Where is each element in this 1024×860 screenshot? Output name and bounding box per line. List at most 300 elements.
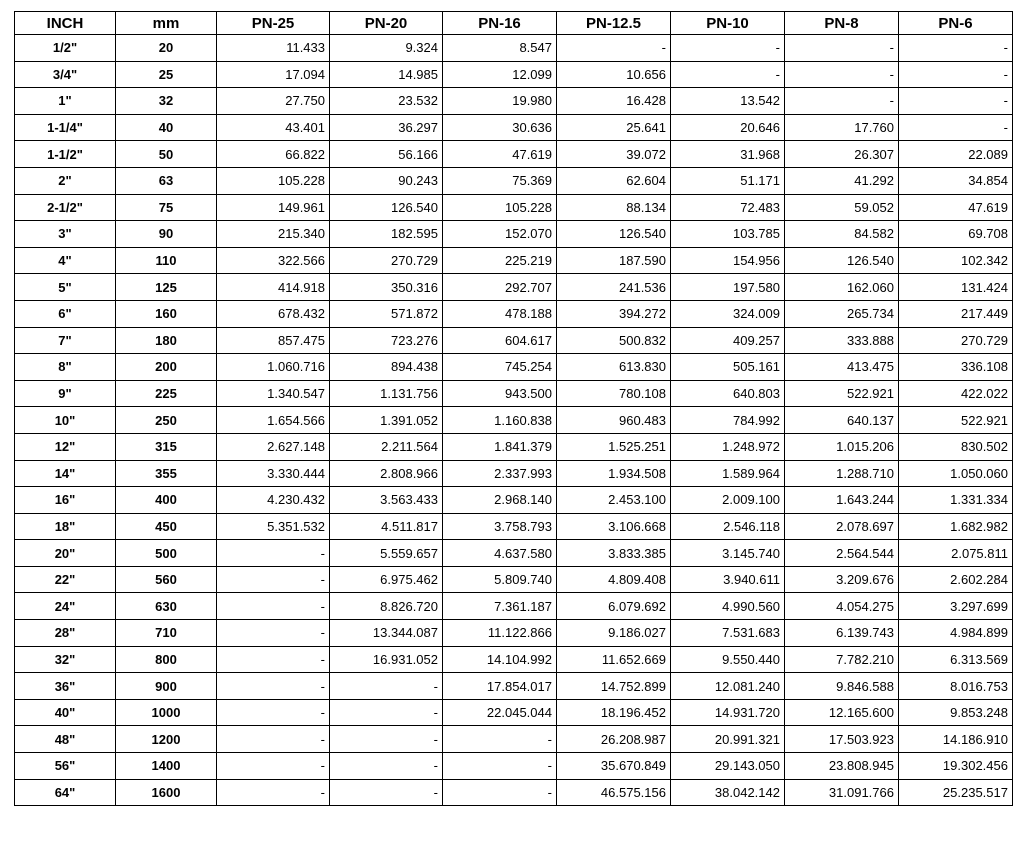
pressure-value-cell: 62.604 (557, 167, 671, 194)
inch-cell: 6" (15, 300, 116, 327)
pressure-value-cell: 126.540 (785, 247, 899, 274)
pressure-value-cell: 640.803 (671, 380, 785, 407)
pressure-value-cell: 333.888 (785, 327, 899, 354)
inch-cell: 18" (15, 513, 116, 540)
pressure-value-cell: 66.822 (217, 141, 330, 168)
pressure-value-cell: 6.079.692 (557, 593, 671, 620)
pressure-value-cell: 105.228 (217, 167, 330, 194)
pressure-value-cell: 414.918 (217, 274, 330, 301)
pressure-value-cell: - (330, 673, 443, 700)
pressure-value-cell: 1.841.379 (443, 433, 557, 460)
pressure-value-cell: - (557, 35, 671, 62)
inch-cell: 48" (15, 726, 116, 753)
pressure-value-cell: 1.331.334 (899, 487, 1013, 514)
pressure-value-cell: 1.060.716 (217, 354, 330, 381)
mm-cell: 25 (116, 61, 217, 88)
pressure-value-cell: 27.750 (217, 88, 330, 115)
pressure-value-cell: 324.009 (671, 300, 785, 327)
mm-cell: 500 (116, 540, 217, 567)
pressure-value-cell: 6.975.462 (330, 566, 443, 593)
pressure-value-cell: 522.921 (785, 380, 899, 407)
pressure-value-cell: 1.525.251 (557, 433, 671, 460)
pressure-value-cell: 217.449 (899, 300, 1013, 327)
pressure-value-cell: - (671, 61, 785, 88)
pressure-value-cell: 36.297 (330, 114, 443, 141)
pressure-value-cell: 2.009.100 (671, 487, 785, 514)
column-header: INCH (15, 12, 116, 35)
pressure-value-cell: 1.015.206 (785, 433, 899, 460)
pressure-value-cell: 12.099 (443, 61, 557, 88)
pressure-value-cell: 88.134 (557, 194, 671, 221)
inch-cell: 36" (15, 673, 116, 700)
pressure-value-cell: 31.091.766 (785, 779, 899, 806)
table-row (15, 726, 1013, 753)
pressure-value-cell: 14.931.720 (671, 699, 785, 726)
pressure-value-cell: 131.424 (899, 274, 1013, 301)
pipe-pressure-table (14, 11, 1013, 806)
pressure-value-cell: 1.340.547 (217, 380, 330, 407)
pressure-value-cell: 19.302.456 (899, 753, 1013, 780)
pressure-value-cell: 90.243 (330, 167, 443, 194)
pressure-value-cell: 292.707 (443, 274, 557, 301)
pressure-value-cell: 162.060 (785, 274, 899, 301)
mm-cell: 225 (116, 380, 217, 407)
pressure-value-cell: 3.106.668 (557, 513, 671, 540)
table-row (15, 646, 1013, 673)
inch-cell: 7" (15, 327, 116, 354)
pressure-value-cell: 187.590 (557, 247, 671, 274)
inch-cell: 1-1/2" (15, 141, 116, 168)
mm-cell: 250 (116, 407, 217, 434)
inch-cell: 24" (15, 593, 116, 620)
pressure-value-cell: 604.617 (443, 327, 557, 354)
pressure-value-cell: 18.196.452 (557, 699, 671, 726)
pressure-value-cell: 2.808.966 (330, 460, 443, 487)
pressure-value-cell: 4.990.560 (671, 593, 785, 620)
pressure-value-cell: 215.340 (217, 221, 330, 248)
pressure-value-cell: 613.830 (557, 354, 671, 381)
pressure-value-cell: 1.248.972 (671, 433, 785, 460)
pressure-value-cell: - (785, 35, 899, 62)
pressure-value-cell: 14.985 (330, 61, 443, 88)
table-row (15, 593, 1013, 620)
mm-cell: 315 (116, 433, 217, 460)
pressure-value-cell: 13.542 (671, 88, 785, 115)
inch-cell: 5" (15, 274, 116, 301)
pressure-value-cell: 8.547 (443, 35, 557, 62)
mm-cell: 630 (116, 593, 217, 620)
inch-cell: 9" (15, 380, 116, 407)
pressure-value-cell: 500.832 (557, 327, 671, 354)
mm-cell: 355 (116, 460, 217, 487)
pressure-value-cell: 12.081.240 (671, 673, 785, 700)
pressure-value-cell: 522.921 (899, 407, 1013, 434)
pressure-value-cell: 3.833.385 (557, 540, 671, 567)
pressure-value-cell: 4.809.408 (557, 566, 671, 593)
pressure-value-cell: - (330, 699, 443, 726)
pressure-value-cell: 4.984.899 (899, 620, 1013, 647)
table-row (15, 779, 1013, 806)
pressure-value-cell: - (671, 35, 785, 62)
pressure-value-cell: 22.089 (899, 141, 1013, 168)
table-row (15, 513, 1013, 540)
pressure-value-cell: 51.171 (671, 167, 785, 194)
table-row (15, 699, 1013, 726)
mm-cell: 710 (116, 620, 217, 647)
pressure-value-cell: 4.230.432 (217, 487, 330, 514)
pressure-value-cell: - (899, 114, 1013, 141)
pressure-value-cell: - (217, 726, 330, 753)
pressure-value-cell: - (217, 620, 330, 647)
pressure-value-cell: 409.257 (671, 327, 785, 354)
mm-cell: 560 (116, 566, 217, 593)
pressure-value-cell: 960.483 (557, 407, 671, 434)
table-row (15, 35, 1013, 62)
column-header: mm (116, 12, 217, 35)
table-row (15, 247, 1013, 274)
mm-cell: 800 (116, 646, 217, 673)
pressure-value-cell: 149.961 (217, 194, 330, 221)
pressure-value-cell: - (443, 726, 557, 753)
pressure-value-cell: 3.563.433 (330, 487, 443, 514)
pressure-value-cell: 1.050.060 (899, 460, 1013, 487)
table-row (15, 114, 1013, 141)
pressure-value-cell: 322.566 (217, 247, 330, 274)
pressure-value-cell: 270.729 (899, 327, 1013, 354)
inch-cell: 56" (15, 753, 116, 780)
mm-cell: 200 (116, 354, 217, 381)
mm-cell: 20 (116, 35, 217, 62)
pressure-value-cell: 47.619 (899, 194, 1013, 221)
pressure-value-cell: 126.540 (557, 221, 671, 248)
pressure-value-cell: 4.054.275 (785, 593, 899, 620)
mm-cell: 900 (116, 673, 217, 700)
pressure-value-cell: - (330, 753, 443, 780)
table-row (15, 88, 1013, 115)
pressure-value-cell: 14.104.992 (443, 646, 557, 673)
pressure-value-cell: - (899, 35, 1013, 62)
pressure-value-cell: 23.532 (330, 88, 443, 115)
column-header: PN-20 (330, 12, 443, 35)
pressure-value-cell: 14.186.910 (899, 726, 1013, 753)
pressure-value-cell: 197.580 (671, 274, 785, 301)
mm-cell: 50 (116, 141, 217, 168)
mm-cell: 1600 (116, 779, 217, 806)
pressure-value-cell: 571.872 (330, 300, 443, 327)
pressure-value-cell: 5.809.740 (443, 566, 557, 593)
pressure-value-cell: 29.143.050 (671, 753, 785, 780)
table-row (15, 194, 1013, 221)
pressure-value-cell: 182.595 (330, 221, 443, 248)
mm-cell: 1400 (116, 753, 217, 780)
table-row (15, 327, 1013, 354)
pressure-value-cell: 943.500 (443, 380, 557, 407)
pressure-value-cell: 84.582 (785, 221, 899, 248)
pressure-value-cell: 336.108 (899, 354, 1013, 381)
pressure-value-cell: 225.219 (443, 247, 557, 274)
pressure-value-cell: 270.729 (330, 247, 443, 274)
table-row (15, 300, 1013, 327)
column-header: PN-10 (671, 12, 785, 35)
pressure-value-cell: 25.235.517 (899, 779, 1013, 806)
pressure-value-cell: 350.316 (330, 274, 443, 301)
pressure-value-cell: 17.760 (785, 114, 899, 141)
inch-cell: 1" (15, 88, 116, 115)
mm-cell: 32 (116, 88, 217, 115)
table-row (15, 167, 1013, 194)
pressure-value-cell: 25.641 (557, 114, 671, 141)
pressure-value-cell: 1.131.756 (330, 380, 443, 407)
pressure-value-cell: - (785, 61, 899, 88)
pressure-value-cell: 17.503.923 (785, 726, 899, 753)
pressure-value-cell: 26.208.987 (557, 726, 671, 753)
pressure-value-cell: 14.752.899 (557, 673, 671, 700)
pressure-value-cell: - (330, 726, 443, 753)
column-header: PN-25 (217, 12, 330, 35)
pressure-value-cell: 30.636 (443, 114, 557, 141)
pressure-value-cell: 2.546.118 (671, 513, 785, 540)
pressure-value-cell: - (217, 699, 330, 726)
pressure-value-cell: - (899, 61, 1013, 88)
pressure-value-cell: 2.211.564 (330, 433, 443, 460)
table-row (15, 620, 1013, 647)
pressure-value-cell: 7.361.187 (443, 593, 557, 620)
mm-cell: 400 (116, 487, 217, 514)
pressure-value-cell: - (217, 753, 330, 780)
pressure-value-cell: 5.351.532 (217, 513, 330, 540)
pressure-value-cell: 241.536 (557, 274, 671, 301)
pressure-value-cell: 265.734 (785, 300, 899, 327)
mm-cell: 110 (116, 247, 217, 274)
pressure-value-cell: - (217, 566, 330, 593)
inch-cell: 22" (15, 566, 116, 593)
inch-cell: 14" (15, 460, 116, 487)
inch-cell: 40" (15, 699, 116, 726)
pressure-value-cell: 35.670.849 (557, 753, 671, 780)
inch-cell: 64" (15, 779, 116, 806)
pressure-value-cell: 830.502 (899, 433, 1013, 460)
pressure-value-cell: 154.956 (671, 247, 785, 274)
mm-cell: 75 (116, 194, 217, 221)
column-header: PN-6 (899, 12, 1013, 35)
pressure-value-cell: 75.369 (443, 167, 557, 194)
pressure-value-cell: - (330, 779, 443, 806)
pressure-value-cell: 59.052 (785, 194, 899, 221)
pressure-value-cell: - (217, 673, 330, 700)
table-row (15, 141, 1013, 168)
pressure-value-cell: 7.782.210 (785, 646, 899, 673)
table-row (15, 274, 1013, 301)
pressure-value-cell: 3.145.740 (671, 540, 785, 567)
pressure-value-cell: 478.188 (443, 300, 557, 327)
pressure-value-cell: 16.428 (557, 88, 671, 115)
pressure-value-cell: 2.078.697 (785, 513, 899, 540)
pressure-value-cell: 723.276 (330, 327, 443, 354)
pressure-value-cell: 69.708 (899, 221, 1013, 248)
pressure-value-cell: 9.853.248 (899, 699, 1013, 726)
pressure-value-cell: 41.292 (785, 167, 899, 194)
pressure-value-cell: 6.313.569 (899, 646, 1013, 673)
pressure-value-cell: - (217, 593, 330, 620)
table-header (15, 12, 1013, 35)
pressure-value-cell: 7.531.683 (671, 620, 785, 647)
pressure-value-cell: 8.016.753 (899, 673, 1013, 700)
pressure-value-cell: 3.758.793 (443, 513, 557, 540)
mm-cell: 180 (116, 327, 217, 354)
table-row (15, 673, 1013, 700)
inch-cell: 1-1/4" (15, 114, 116, 141)
inch-cell: 20" (15, 540, 116, 567)
pressure-value-cell: 2.602.284 (899, 566, 1013, 593)
mm-cell: 125 (116, 274, 217, 301)
pressure-value-cell: 11.652.669 (557, 646, 671, 673)
pressure-value-cell: 780.108 (557, 380, 671, 407)
mm-cell: 1200 (116, 726, 217, 753)
pressure-value-cell: - (899, 88, 1013, 115)
inch-cell: 4" (15, 247, 116, 274)
pressure-value-cell: 3.940.611 (671, 566, 785, 593)
pressure-value-cell: 2.337.993 (443, 460, 557, 487)
column-header: PN-8 (785, 12, 899, 35)
pressure-value-cell: 39.072 (557, 141, 671, 168)
pressure-value-cell: 10.656 (557, 61, 671, 88)
pressure-value-cell: - (217, 646, 330, 673)
inch-cell: 28" (15, 620, 116, 647)
table-row (15, 61, 1013, 88)
pressure-value-cell: 105.228 (443, 194, 557, 221)
pressure-value-cell: 12.165.600 (785, 699, 899, 726)
pressure-value-cell: 3.330.444 (217, 460, 330, 487)
pressure-value-cell: 394.272 (557, 300, 671, 327)
pressure-value-cell: 2.627.148 (217, 433, 330, 460)
inch-cell: 2" (15, 167, 116, 194)
pressure-value-cell: 20.991.321 (671, 726, 785, 753)
table-row (15, 460, 1013, 487)
pressure-value-cell: 46.575.156 (557, 779, 671, 806)
pressure-value-cell: 31.968 (671, 141, 785, 168)
pressure-value-cell: 1.643.244 (785, 487, 899, 514)
pressure-value-cell: 784.992 (671, 407, 785, 434)
inch-cell: 3/4" (15, 61, 116, 88)
pressure-value-cell: 17.854.017 (443, 673, 557, 700)
pressure-value-cell: 102.342 (899, 247, 1013, 274)
pressure-value-cell: 505.161 (671, 354, 785, 381)
pressure-value-cell: - (217, 779, 330, 806)
pressure-value-cell: 1.288.710 (785, 460, 899, 487)
pressure-value-cell: 5.559.657 (330, 540, 443, 567)
pressure-value-cell: 23.808.945 (785, 753, 899, 780)
pressure-value-cell: 413.475 (785, 354, 899, 381)
pressure-value-cell: 640.137 (785, 407, 899, 434)
inch-cell: 12" (15, 433, 116, 460)
pressure-value-cell: - (217, 540, 330, 567)
mm-cell: 63 (116, 167, 217, 194)
pressure-value-cell: 9.324 (330, 35, 443, 62)
pressure-value-cell: 20.646 (671, 114, 785, 141)
table-row (15, 221, 1013, 248)
pressure-value-cell: 745.254 (443, 354, 557, 381)
pressure-value-cell: 16.931.052 (330, 646, 443, 673)
pressure-value-cell: 1.682.982 (899, 513, 1013, 540)
table-row (15, 566, 1013, 593)
mm-cell: 160 (116, 300, 217, 327)
mm-cell: 1000 (116, 699, 217, 726)
pressure-value-cell: 26.307 (785, 141, 899, 168)
pressure-value-cell: 1.160.838 (443, 407, 557, 434)
pressure-value-cell: 1.934.508 (557, 460, 671, 487)
pressure-value-cell: 8.826.720 (330, 593, 443, 620)
inch-cell: 10" (15, 407, 116, 434)
pressure-value-cell: 9.846.588 (785, 673, 899, 700)
pressure-value-cell: 6.139.743 (785, 620, 899, 647)
column-header: PN-12.5 (557, 12, 671, 35)
mm-cell: 40 (116, 114, 217, 141)
table-row (15, 354, 1013, 381)
pressure-value-cell: 22.045.044 (443, 699, 557, 726)
pressure-value-cell: 3.209.676 (785, 566, 899, 593)
pressure-value-cell: 34.854 (899, 167, 1013, 194)
pressure-value-cell: 1.391.052 (330, 407, 443, 434)
table-row (15, 433, 1013, 460)
table-row (15, 540, 1013, 567)
pressure-value-cell: 13.344.087 (330, 620, 443, 647)
pressure-value-cell: 4.511.817 (330, 513, 443, 540)
header-row (15, 12, 1013, 35)
pressure-value-cell: 422.022 (899, 380, 1013, 407)
table-body (15, 35, 1013, 806)
pressure-value-cell: 126.540 (330, 194, 443, 221)
table-row (15, 487, 1013, 514)
inch-cell: 3" (15, 221, 116, 248)
pressure-value-cell: 9.186.027 (557, 620, 671, 647)
pressure-value-cell: 3.297.699 (899, 593, 1013, 620)
pressure-value-cell: 17.094 (217, 61, 330, 88)
pressure-value-cell: 38.042.142 (671, 779, 785, 806)
pressure-value-cell: 19.980 (443, 88, 557, 115)
pressure-value-cell: 2.075.811 (899, 540, 1013, 567)
pressure-value-cell: 2.564.544 (785, 540, 899, 567)
inch-cell: 1/2" (15, 35, 116, 62)
pressure-value-cell: 2.453.100 (557, 487, 671, 514)
pressure-value-cell: 152.070 (443, 221, 557, 248)
inch-cell: 32" (15, 646, 116, 673)
pressure-value-cell: 678.432 (217, 300, 330, 327)
pressure-value-cell: - (443, 779, 557, 806)
pressure-value-cell: 1.589.964 (671, 460, 785, 487)
inch-cell: 16" (15, 487, 116, 514)
pressure-value-cell: 9.550.440 (671, 646, 785, 673)
pressure-value-cell: 56.166 (330, 141, 443, 168)
pressure-value-cell: 4.637.580 (443, 540, 557, 567)
column-header: PN-16 (443, 12, 557, 35)
pressure-value-cell: 894.438 (330, 354, 443, 381)
inch-cell: 2-1/2" (15, 194, 116, 221)
pressure-value-cell: 103.785 (671, 221, 785, 248)
pressure-value-cell: 2.968.140 (443, 487, 557, 514)
table-row (15, 380, 1013, 407)
mm-cell: 90 (116, 221, 217, 248)
table-row (15, 753, 1013, 780)
pressure-value-cell: - (443, 753, 557, 780)
pressure-value-cell: 11.122.866 (443, 620, 557, 647)
pressure-value-cell: - (785, 88, 899, 115)
mm-cell: 450 (116, 513, 217, 540)
pressure-value-cell: 1.654.566 (217, 407, 330, 434)
pressure-value-cell: 72.483 (671, 194, 785, 221)
pressure-value-cell: 11.433 (217, 35, 330, 62)
table-row (15, 407, 1013, 434)
pressure-value-cell: 43.401 (217, 114, 330, 141)
